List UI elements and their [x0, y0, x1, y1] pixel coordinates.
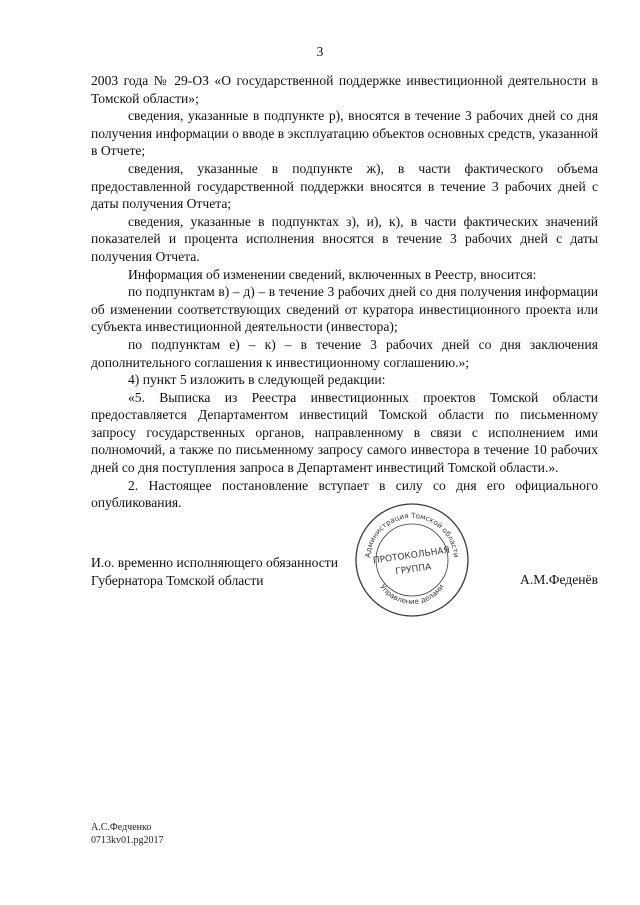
stamp-ring-top: Администрация Томской области: [363, 510, 461, 559]
footer-doc-code: 0713kv01.pg2017: [91, 834, 164, 846]
paragraph: сведения, указанные в подпунктах з), и), к), в части фактических значений показателей и процента исполнения вносятся в течение 3 рабочих дней с даты получения Отчета.: [91, 213, 598, 264]
signatory-name: А.М.Феденёв: [520, 572, 598, 587]
svg-text:Управление делами: [378, 582, 446, 606]
document-body: [91, 72, 598, 512]
signature-title: [91, 554, 338, 589]
paragraph: сведения, указанные в подпункте р), вносятся в течение 3 рабочих дней со дня получения информации о вводе в эксплуатацию объектов основных средств, указанной в Отчете;: [91, 108, 598, 159]
official-stamp: [352, 500, 472, 620]
footer-author: А.С.Федченко: [91, 822, 152, 833]
paragraph: Информация об изменении сведений, включенных в Реестр, вносится:: [128, 266, 537, 282]
paragraph: «5. Выписка из Реестра инвестиционных проектов Томской области предоставляется Департаментом инвестиций Томской области по письменному запросу государственных органов, направленному в связи с исполнением ими полномочий, а также по письменному запросу самого инвестора в течение 10 рабочих дней со дня поступления запроса в Департамент инвестиций Томской области.».: [91, 389, 598, 476]
signature-title-line2: Губернатора Томской области: [91, 572, 264, 588]
paragraph: 2003 года № 29-ОЗ «О государственной поддержке инвестиционной деятельности в Томской области»;: [91, 73, 598, 106]
paragraph: 2. Настоящее постановление вступает в силу со дня его официального опубликования.: [91, 477, 598, 511]
page-number: 3: [316, 44, 324, 59]
paragraph: по подпунктам в) – д) – в течение 3 рабочих дней со дня получения информации об изменении соответствующих сведений от куратора инвестиционного проекта или субъекта инвестиционной деятельности (инвестора);: [91, 284, 598, 335]
stamp-center-line1: ПРОТОКОЛЬНАЯ: [372, 545, 451, 567]
stamp-ring-bottom: Управление делами: [378, 582, 446, 607]
paragraph: по подпунктам е) – к) – в течение 3 рабочих дней со дня заключения дополнительного соглашения к инвестиционному соглашению.»;: [91, 336, 598, 370]
stamp-center-line2: ГРУППА: [394, 562, 432, 578]
footer: [91, 822, 164, 847]
paragraph: 4) пункт 5 изложить в следующей редакции:: [128, 372, 386, 388]
paragraph: сведения, указанные в подпункте ж), в части фактического объема предоставленной государственной поддержки вносятся в течение 3 рабочих дней с даты получения Отчета;: [91, 160, 598, 212]
signature-title-line1: И.о. временно исполняющего обязанности: [91, 555, 339, 570]
